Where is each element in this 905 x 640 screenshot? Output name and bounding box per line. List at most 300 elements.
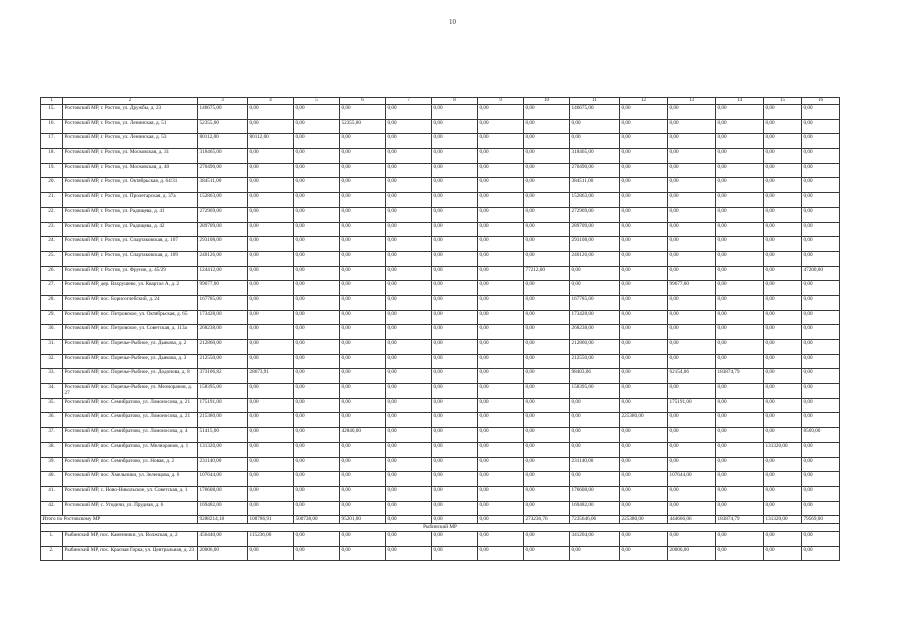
address-cell: Ростовский МР, пос. Петровское, ул. Октябрьская, д. 65: [63, 310, 198, 325]
amount-cell: 0,00: [668, 163, 716, 178]
amount-cell: 0,00: [386, 193, 432, 208]
amount-cell: 231140,00: [570, 457, 620, 472]
amount-cell: 0,00: [620, 119, 668, 134]
column-number: 7: [386, 98, 432, 105]
amount-cell: 167785,00: [570, 295, 620, 310]
amount-cell: 173428,00: [570, 310, 620, 325]
table-row: [41, 546, 840, 561]
row-number: 30.: [41, 325, 63, 340]
amount-cell: 0,00: [570, 281, 620, 296]
amount-cell: 0,00: [570, 266, 620, 281]
amount-cell: 0,00: [802, 472, 840, 487]
amount-cell: 183874,79: [716, 369, 764, 384]
amount-cell: 0,00: [248, 340, 294, 355]
amount-cell: 0,00: [294, 546, 340, 561]
amount-cell: 0,00: [764, 266, 802, 281]
amount-cell: 0,00: [802, 295, 840, 310]
amount-cell: 0,00: [248, 413, 294, 428]
amount-cell: 293108,00: [570, 237, 620, 252]
amount-cell: 0,00: [668, 384, 716, 399]
amount-cell: 0,00: [248, 178, 294, 193]
amount-cell: 0,00: [570, 472, 620, 487]
amount-cell: 175191,00: [668, 398, 716, 413]
amount-cell: 231140,00: [198, 457, 248, 472]
table-row: [41, 207, 840, 222]
amount-cell: 215380,00: [198, 413, 248, 428]
table-row: [41, 119, 840, 134]
amount-cell: 0,00: [524, 295, 570, 310]
amount-cell: 0,00: [340, 457, 386, 472]
amount-cell: 0,00: [432, 163, 478, 178]
total-amount: 0,00: [478, 516, 524, 524]
amount-cell: 0,00: [524, 119, 570, 134]
amount-cell: 0,00: [716, 354, 764, 369]
amount-cell: 0,00: [570, 442, 620, 457]
amount-cell: 167785,00: [198, 295, 248, 310]
table-row: [41, 310, 840, 325]
amount-cell: 0,00: [478, 369, 524, 384]
amount-cell: 0,00: [716, 193, 764, 208]
amount-cell: 0,00: [432, 222, 478, 237]
row-number: 22.: [41, 207, 63, 222]
amount-cell: 51415,00: [198, 428, 248, 443]
amount-cell: 0,00: [802, 105, 840, 120]
amount-cell: 146675,00: [198, 105, 248, 120]
amount-cell: 0,00: [668, 222, 716, 237]
amount-cell: 0,00: [620, 295, 668, 310]
total-amount: 444666,06: [668, 516, 716, 524]
address-cell: Ростовский МР, пос. Поречье-Рыбное, ул. Дьякова, д. 3: [63, 354, 198, 369]
amount-cell: 0,00: [620, 531, 668, 546]
total-amount: 273236,76: [524, 516, 570, 524]
amount-cell: 99677,00: [668, 281, 716, 296]
amount-cell: 131320,00: [198, 442, 248, 457]
amount-cell: 0,00: [294, 384, 340, 399]
amount-cell: 0,00: [340, 310, 386, 325]
amount-cell: 0,00: [432, 442, 478, 457]
amount-cell: 0,00: [386, 413, 432, 428]
address-cell: Ростовский МР, г. Ростов, ул. Спартаковская, д. 107: [63, 237, 198, 252]
amount-cell: 0,00: [668, 413, 716, 428]
amount-cell: 0,00: [620, 384, 668, 399]
address-cell: Ростовский МР, пос. Поречье-Рыбное, ул. Додонова, д. 8: [63, 369, 198, 384]
amount-cell: 0,00: [340, 105, 386, 120]
amount-cell: 77212,00: [524, 266, 570, 281]
amount-cell: 0,00: [620, 134, 668, 149]
table-row: [41, 442, 840, 457]
amount-cell: 0,00: [478, 442, 524, 457]
amount-cell: 52355,00: [198, 119, 248, 134]
table-row: [41, 354, 840, 369]
amount-cell: 0,00: [716, 428, 764, 443]
amount-cell: 384511,00: [198, 178, 248, 193]
amount-cell: 0,00: [432, 119, 478, 134]
column-number: 15: [764, 98, 802, 105]
amount-cell: 0,00: [294, 325, 340, 340]
amount-cell: 124412,00: [198, 266, 248, 281]
table-row: [41, 266, 840, 281]
amount-cell: 0,00: [478, 546, 524, 561]
amount-cell: 0,00: [432, 178, 478, 193]
address-cell: Ростовский МР, г. Ростов, ул. Радищева, д. 41: [63, 207, 198, 222]
amount-cell: 0,00: [386, 310, 432, 325]
column-number: 3: [198, 98, 248, 105]
amount-cell: 0,00: [294, 295, 340, 310]
total-amount: 131320,00: [764, 516, 802, 524]
amount-cell: 0,00: [764, 193, 802, 208]
amount-cell: 0,00: [764, 237, 802, 252]
amount-cell: 0,00: [248, 222, 294, 237]
amount-cell: 0,00: [294, 281, 340, 296]
amount-cell: 0,00: [716, 442, 764, 457]
total-amount: 500738,00: [294, 516, 340, 524]
amount-cell: 169482,00: [570, 501, 620, 516]
row-number: 42.: [41, 501, 63, 516]
amount-cell: 0,00: [570, 134, 620, 149]
table-row: [41, 295, 840, 310]
amount-cell: 0,00: [764, 281, 802, 296]
amount-cell: 0,00: [524, 207, 570, 222]
amount-cell: 0,00: [764, 310, 802, 325]
amount-cell: 0,00: [764, 325, 802, 340]
amount-cell: 0,00: [248, 251, 294, 266]
amount-cell: 107644,00: [668, 472, 716, 487]
table-row: [41, 457, 840, 472]
amount-cell: 0,00: [716, 178, 764, 193]
amount-cell: 0,00: [668, 134, 716, 149]
amount-cell: 0,00: [432, 546, 478, 561]
amount-cell: 0,00: [340, 178, 386, 193]
column-number: 12: [620, 98, 668, 105]
amount-cell: 176608,00: [570, 486, 620, 501]
amount-cell: 0,00: [620, 457, 668, 472]
row-number: 38.: [41, 442, 63, 457]
table-row: [41, 501, 840, 516]
amount-cell: 341204,00: [570, 531, 620, 546]
row-number: 39.: [41, 457, 63, 472]
amount-cell: 0,00: [716, 457, 764, 472]
amount-cell: 0,00: [802, 222, 840, 237]
amount-cell: 289709,00: [198, 222, 248, 237]
row-number: 32.: [41, 354, 63, 369]
amount-cell: 47200,00: [802, 266, 840, 281]
amount-cell: 268238,00: [198, 325, 248, 340]
table-row: [41, 486, 840, 501]
amount-cell: 0,00: [764, 119, 802, 134]
amount-cell: 0,00: [248, 384, 294, 399]
amount-cell: 0,00: [802, 325, 840, 340]
amount-cell: 176608,00: [198, 486, 248, 501]
amount-cell: 99677,00: [198, 281, 248, 296]
amount-cell: 0,00: [802, 369, 840, 384]
total-row: [41, 516, 840, 524]
amount-cell: 0,00: [620, 486, 668, 501]
amount-cell: 0,00: [294, 486, 340, 501]
amount-cell: 0,00: [386, 149, 432, 164]
amount-cell: 0,00: [716, 149, 764, 164]
amount-cell: 0,00: [668, 442, 716, 457]
row-number: 17.: [41, 134, 63, 149]
amount-cell: 0,00: [248, 486, 294, 501]
amount-cell: 0,00: [478, 105, 524, 120]
amount-cell: 0,00: [802, 310, 840, 325]
amount-cell: 0,00: [432, 149, 478, 164]
amount-cell: 175191,00: [198, 398, 248, 413]
amount-cell: 0,00: [716, 325, 764, 340]
amount-cell: 0,00: [620, 325, 668, 340]
table-row: [41, 222, 840, 237]
amount-cell: 373106,82: [198, 369, 248, 384]
amount-cell: 0,00: [478, 134, 524, 149]
amount-cell: 0,00: [478, 398, 524, 413]
amount-cell: 0,00: [386, 472, 432, 487]
row-number: 15.: [41, 105, 63, 120]
amount-cell: 131320,00: [764, 442, 802, 457]
address-cell: Ростовский МР, с. Ново-Никольское, ул. Советская, д. 1: [63, 486, 198, 501]
amount-cell: 0,00: [248, 325, 294, 340]
amount-cell: 0,00: [386, 340, 432, 355]
amount-cell: 0,00: [432, 310, 478, 325]
amount-cell: 0,00: [386, 178, 432, 193]
amount-cell: 0,00: [340, 325, 386, 340]
amount-cell: 0,00: [524, 325, 570, 340]
amount-cell: 0,00: [340, 222, 386, 237]
address-cell: Рыбинский МР, пос. Каменники, ул. Волжская, д. 2: [63, 531, 198, 546]
amount-cell: 0,00: [802, 281, 840, 296]
table-row: [41, 428, 840, 443]
amount-cell: 0,00: [764, 486, 802, 501]
amount-cell: 0,00: [620, 193, 668, 208]
amount-cell: 0,00: [294, 266, 340, 281]
address-cell: Ростовский МР, г. Ростов, ул. Пролетарская, д. 37а: [63, 193, 198, 208]
amount-cell: 0,00: [386, 354, 432, 369]
amount-cell: 0,00: [478, 354, 524, 369]
amount-cell: 268238,00: [570, 325, 620, 340]
amount-cell: 0,00: [478, 457, 524, 472]
amount-cell: 0,00: [340, 193, 386, 208]
address-cell: Ростовский МР, г. Ростов, ул. Московская, д. 31: [63, 149, 198, 164]
address-cell: Ростовский МР, пос. Поречье-Рыбное, ул. Дьякова, д. 2: [63, 340, 198, 355]
amount-cell: 0,00: [340, 398, 386, 413]
amount-cell: 0,00: [802, 457, 840, 472]
amount-cell: 0,00: [570, 546, 620, 561]
amount-cell: 0,00: [524, 237, 570, 252]
amount-cell: 0,00: [478, 486, 524, 501]
amount-cell: 0,00: [524, 281, 570, 296]
amount-cell: 0,00: [668, 105, 716, 120]
amount-cell: 0,00: [802, 546, 840, 561]
amount-cell: 0,00: [478, 149, 524, 164]
amount-cell: 152863,00: [198, 193, 248, 208]
amount-cell: 0,00: [340, 163, 386, 178]
amount-cell: 0,00: [764, 472, 802, 487]
amount-cell: 0,00: [802, 354, 840, 369]
amount-cell: 0,00: [524, 546, 570, 561]
amount-cell: 0,00: [432, 531, 478, 546]
amount-cell: 0,00: [294, 398, 340, 413]
amount-cell: 0,00: [524, 531, 570, 546]
amount-cell: 0,00: [478, 472, 524, 487]
amount-cell: 0,00: [570, 428, 620, 443]
amount-cell: 0,00: [294, 354, 340, 369]
table-row: [41, 178, 840, 193]
amount-cell: 0,00: [802, 207, 840, 222]
address-cell: Ростовский МР, г. Ростов, ул. Радищева, д. 42: [63, 222, 198, 237]
amount-cell: 0,00: [620, 222, 668, 237]
amount-cell: 0,00: [668, 251, 716, 266]
amount-cell: 0,00: [764, 428, 802, 443]
amount-cell: 0,00: [386, 501, 432, 516]
amount-cell: 0,00: [620, 501, 668, 516]
amount-cell: 0,00: [668, 486, 716, 501]
row-number: 16.: [41, 119, 63, 134]
amount-cell: 0,00: [764, 501, 802, 516]
row-number: 35.: [41, 398, 63, 413]
address-cell: Ростовский МР, г. Ростов, ул. Ленинская, д. 53: [63, 134, 198, 149]
address-cell: Ростовский МР, пос. Петровское, ул. Советская, д. 113а: [63, 325, 198, 340]
amount-cell: 0,00: [716, 472, 764, 487]
amount-cell: 0,00: [432, 207, 478, 222]
amount-cell: 0,00: [294, 149, 340, 164]
table-row: [41, 134, 840, 149]
amount-cell: 0,00: [716, 486, 764, 501]
amount-cell: 0,00: [764, 354, 802, 369]
amount-cell: 0,00: [294, 237, 340, 252]
amount-cell: 0,00: [716, 222, 764, 237]
table-row: [41, 398, 840, 413]
amount-cell: 0,00: [524, 340, 570, 355]
table-row: [41, 531, 840, 546]
amount-cell: 0,00: [432, 134, 478, 149]
table-row: [41, 384, 840, 399]
amount-cell: 0,00: [668, 457, 716, 472]
row-number: 36.: [41, 413, 63, 428]
amount-cell: 0,00: [716, 207, 764, 222]
section-row: [41, 524, 840, 532]
amount-cell: 158395,00: [570, 384, 620, 399]
amount-cell: 0,00: [524, 413, 570, 428]
amount-cell: 0,00: [432, 281, 478, 296]
amount-cell: 0,00: [294, 193, 340, 208]
amount-cell: 0,00: [668, 310, 716, 325]
amount-cell: 0,00: [248, 266, 294, 281]
row-number: 33.: [41, 369, 63, 384]
column-number: 8: [432, 98, 478, 105]
amount-cell: 0,00: [668, 266, 716, 281]
amount-cell: 0,00: [802, 531, 840, 546]
amount-cell: 0,00: [478, 119, 524, 134]
row-number: 18.: [41, 149, 63, 164]
table-row: [41, 325, 840, 340]
amount-cell: 0,00: [294, 531, 340, 546]
amount-cell: 0,00: [524, 457, 570, 472]
address-cell: Ростовский МР, г. Ростов, ул. Московская, д. 40: [63, 163, 198, 178]
amount-cell: 0,00: [716, 384, 764, 399]
amount-cell: 0,00: [620, 310, 668, 325]
amount-cell: 0,00: [386, 428, 432, 443]
amount-cell: 0,00: [524, 369, 570, 384]
amount-cell: 0,00: [716, 251, 764, 266]
amount-cell: 0,00: [716, 105, 764, 120]
amount-cell: 0,00: [248, 501, 294, 516]
amount-cell: 0,00: [802, 413, 840, 428]
amount-cell: 0,00: [478, 340, 524, 355]
amount-cell: 0,00: [248, 207, 294, 222]
amount-cell: 0,00: [386, 442, 432, 457]
amount-cell: 0,00: [764, 531, 802, 546]
amount-cell: 0,00: [764, 178, 802, 193]
row-number: 20.: [41, 178, 63, 193]
amount-cell: 0,00: [802, 193, 840, 208]
column-number: 9: [478, 98, 524, 105]
amount-cell: 0,00: [620, 369, 668, 384]
amount-cell: 80112,00: [248, 134, 294, 149]
amount-cell: 0,00: [764, 222, 802, 237]
amount-cell: 0,00: [524, 178, 570, 193]
amount-cell: 0,00: [340, 413, 386, 428]
amount-cell: 0,00: [802, 442, 840, 457]
amount-cell: 0,00: [294, 251, 340, 266]
amount-cell: 0,00: [294, 178, 340, 193]
amount-cell: 0,00: [478, 266, 524, 281]
amount-cell: 0,00: [248, 149, 294, 164]
table-row: [41, 149, 840, 164]
amount-cell: 0,00: [386, 119, 432, 134]
amount-cell: 0,00: [432, 354, 478, 369]
amount-cell: 0,00: [294, 163, 340, 178]
amount-cell: 0,00: [432, 369, 478, 384]
amount-cell: 0,00: [524, 472, 570, 487]
amount-cell: 0,00: [432, 325, 478, 340]
amount-cell: 0,00: [668, 193, 716, 208]
total-amount: 9288214,18: [198, 516, 248, 524]
table-row: [41, 105, 840, 120]
amount-cell: 0,00: [294, 207, 340, 222]
row-number: 41.: [41, 486, 63, 501]
amount-cell: 0,00: [764, 163, 802, 178]
amount-cell: 0,00: [620, 398, 668, 413]
row-number: 24.: [41, 237, 63, 252]
amount-cell: 0,00: [294, 442, 340, 457]
address-cell: Ростовский МР, дер. Вахрушево, ул. Квартал А, д. 2: [63, 281, 198, 296]
amount-cell: 0,00: [478, 295, 524, 310]
amount-cell: 0,00: [294, 457, 340, 472]
amount-cell: 0,00: [340, 134, 386, 149]
amount-cell: 0,00: [386, 384, 432, 399]
amount-cell: 0,00: [802, 501, 840, 516]
amount-cell: 0,00: [248, 295, 294, 310]
amount-cell: 0,00: [294, 340, 340, 355]
amount-cell: 152863,00: [570, 193, 620, 208]
address-cell: Ростовский МР, пос. Семибратово, ул. Ломоносова, д. 21: [63, 413, 198, 428]
amount-cell: 0,00: [524, 163, 570, 178]
amount-cell: 0,00: [340, 149, 386, 164]
table-row: [41, 193, 840, 208]
column-number: 16: [802, 98, 840, 105]
amount-cell: 0,00: [668, 295, 716, 310]
amount-cell: 0,00: [294, 413, 340, 428]
column-number: 6: [340, 98, 386, 105]
amount-cell: 0,00: [802, 163, 840, 178]
amount-cell: 212860,00: [198, 340, 248, 355]
amount-cell: 272969,00: [570, 207, 620, 222]
column-number-row: [41, 98, 840, 105]
register-table: [40, 97, 840, 561]
amount-cell: 0,00: [716, 310, 764, 325]
amount-cell: 0,00: [294, 222, 340, 237]
address-cell: Ростовский МР, пос. Семибратово, ул. Новая, д. 2: [63, 457, 198, 472]
row-number: 34.: [41, 384, 63, 399]
